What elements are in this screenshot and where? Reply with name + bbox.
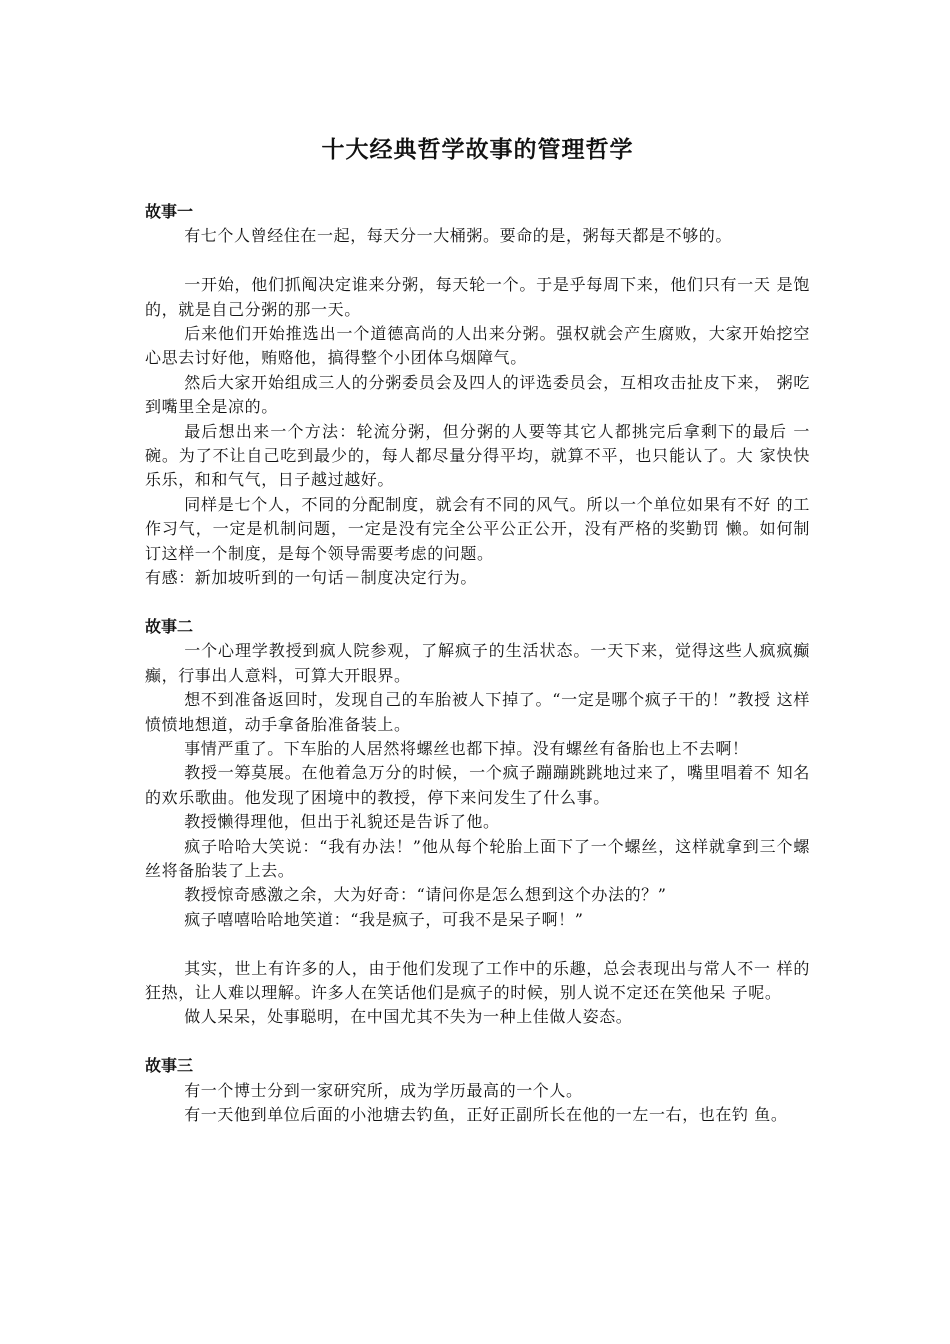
story-heading: 故事三 [145, 1056, 194, 1076]
takeaway-note: 有感：新加坡听到的一句话－制度决定行为。 [145, 568, 478, 588]
paragraph: 其实，世上有许多的人，由于他们发现了工作中的乐趣，总会表现出与常人不一 样的狂热，让人难以理解。许多人在笑话他们是疯子的时候，别人说不定还在笑他呆 子呢。 [145, 958, 810, 1002]
paragraph: 事情严重了。下车胎的人居然将螺丝也都下掉。没有螺丝有备胎也上不去啊！ [184, 738, 749, 758]
document-title: 十大经典哲学故事的管理哲学 [321, 136, 634, 163]
paragraph: 有七个人曾经住在一起，每天分一大桶粥。要命的是，粥每天都是不够的。 [184, 226, 732, 246]
paragraph: 疯子哈哈大笑说：“我有办法！”他从每个轮胎上面下了一个螺丝，这样就拿到三个螺丝将备胎装了上去。 [145, 836, 810, 880]
paragraph: 教授惊奇感激之余，大为好奇：“请问你是怎么想到这个办法的？” [184, 885, 667, 905]
section-gap [145, 1030, 810, 1054]
paragraph: 一开始，他们抓阄决定谁来分粥，每天轮一个。于是乎每周下来，他们只有一天 是饱的，就是自己分粥的那一天。 [145, 275, 810, 319]
paragraph: 同样是七个人，不同的分配制度，就会有不同的风气。所以一个单位如果有不好 的工作习气，一定是机制问题，一定是没有完全公平公正公开，没有严格的奖勤罚 懒。如何制订这样一个制度，是每个领导需要考虑的问题。 [145, 494, 810, 563]
story-one [145, 200, 810, 590]
paragraph: 做人呆呆，处事聪明，在中国尤其不失为一种上佳做人姿态。 [184, 1007, 633, 1027]
story-two [145, 615, 810, 1030]
paragraph: 一个心理学教授到疯人院参观，了解疯子的生活状态。一天下来，觉得这些人疯疯癫癫，行事出人意料，可算大开眼界。 [145, 641, 810, 685]
paragraph: 教授懒得理他，但出于礼貌还是告诉了他。 [184, 812, 500, 832]
section-gap [145, 590, 810, 614]
paragraph-gap [145, 932, 810, 956]
paragraph: 有一个博士分到一家研究所，成为学历最高的一个人。 [184, 1080, 583, 1100]
paragraph: 疯子嘻嘻哈哈地笑道：“我是疯子，可我不是呆子啊！” [184, 909, 584, 929]
story-heading: 故事二 [145, 616, 194, 636]
paragraph-gap [145, 249, 810, 273]
paragraph: 有一天他到单位后面的小池塘去钓鱼，正好正副所长在他的一左一右，也在钓 鱼。 [184, 1104, 788, 1124]
paragraph: 后来他们开始推选出一个道德高尚的人出来分粥。强权就会产生腐败，大家开始挖空心思去讨好他，贿赂他，搞得整个小团体乌烟障气。 [145, 324, 810, 368]
paragraph: 想不到准备返回时，发现自己的车胎被人下掉了。“一定是哪个疯子干的！”教授 这样愤愤地想道，动手拿备胎准备装上。 [145, 690, 810, 734]
story-three [145, 1054, 810, 1127]
paragraph: 然后大家开始组成三人的分粥委员会及四人的评选委员会，互相攻击扯皮下来， 粥吃到嘴里全是凉的。 [145, 372, 810, 417]
document-body [145, 200, 810, 1127]
story-heading: 故事一 [145, 202, 194, 221]
paragraph: 教授一筹莫展。在他着急万分的时候，一个疯子蹦蹦跳跳地过来了，嘴里唱着不 知名的欢乐歌曲。他发现了困境中的教授，停下来问发生了什么事。 [145, 763, 810, 807]
paragraph: 最后想出来一个方法：轮流分粥，但分粥的人要等其它人都挑完后拿剩下的最后 一碗。为了不让自己吃到最少的，每人都尽量分得平均，就算不平，也只能认了。大 家快快乐乐，和和气气，日子越过越好。 [145, 421, 810, 490]
